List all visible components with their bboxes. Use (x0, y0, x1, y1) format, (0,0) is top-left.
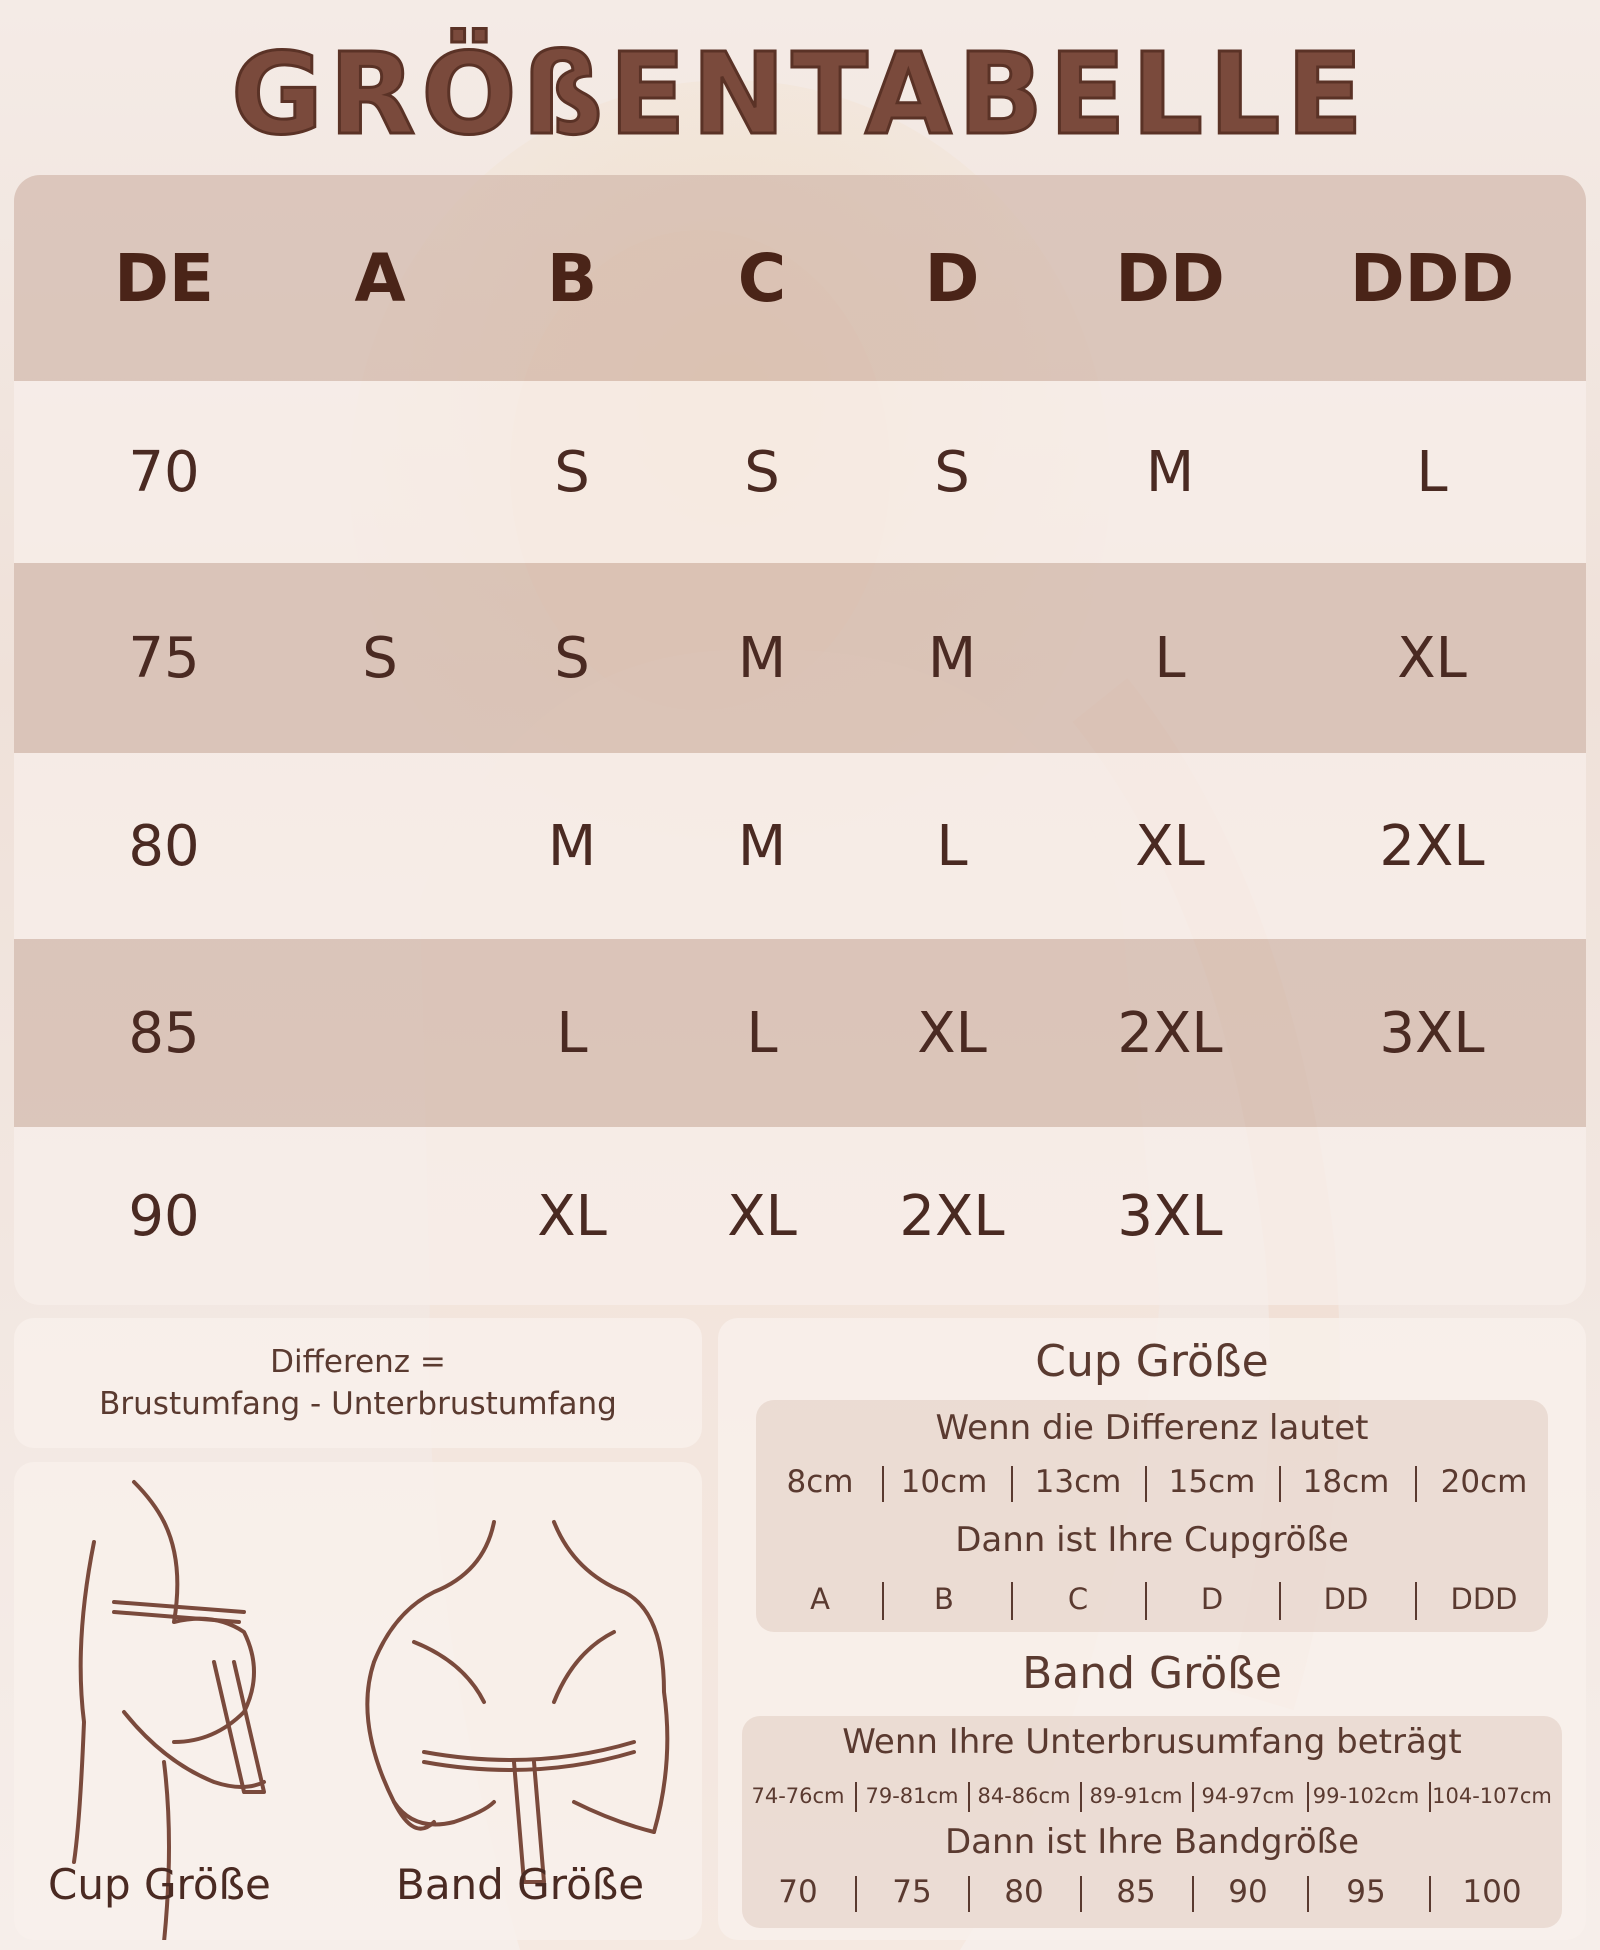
underbust-range-value: 94-97cm (1201, 1784, 1295, 1808)
size-cell: S (362, 625, 398, 691)
size-cell: M (547, 813, 597, 879)
band-if-label: Wenn Ihre Unterbrusumfang beträgt (842, 1722, 1462, 1762)
cup-size-guide (756, 1400, 1548, 1632)
difference-value: 15cm (1168, 1464, 1256, 1500)
size-cell: 2XL (899, 1183, 1005, 1249)
underbust-range-value: 99-102cm (1312, 1784, 1420, 1808)
size-cell: L (1154, 625, 1186, 691)
cup-value: C (1067, 1582, 1089, 1616)
table-row (14, 563, 1586, 753)
size-cell: 3XL (1117, 1183, 1223, 1249)
table-header-cell: DE (114, 239, 214, 317)
size-cell: 2XL (1379, 813, 1485, 879)
value-separator (1011, 1582, 1013, 1620)
band-section-title: Band Größe (1022, 1648, 1282, 1699)
value-separator (1192, 1876, 1194, 1912)
cup-value: DDD (1450, 1582, 1518, 1616)
band-size-cell: 75 (128, 625, 200, 691)
size-cell: M (927, 625, 977, 691)
band-size-cell: 80 (128, 813, 200, 879)
size-cell: 3XL (1379, 1000, 1485, 1066)
size-cell: 2XL (1117, 1000, 1223, 1066)
cup-value: D (1200, 1582, 1224, 1616)
size-chart-table (14, 175, 1586, 1305)
size-cell: S (744, 439, 780, 505)
size-cell: L (936, 813, 968, 879)
band-then-label: Dann ist Ihre Bandgröße (945, 1822, 1359, 1862)
underbust-range-value: 84-86cm (977, 1784, 1071, 1808)
value-separator (1279, 1582, 1281, 1620)
table-header-cell: C (737, 239, 787, 317)
cup-value: A (810, 1582, 830, 1616)
difference-definition-box (14, 1318, 702, 1448)
value-separator (1279, 1466, 1281, 1502)
band-value: 95 (1346, 1874, 1386, 1910)
band-size-cell: 90 (128, 1183, 200, 1249)
size-cell: M (737, 813, 787, 879)
page-title: GRÖßENTABELLE (231, 30, 1369, 160)
band-size-cell: 70 (128, 439, 200, 505)
value-separator (855, 1782, 857, 1812)
band-size-illustration-label: Band Größe (396, 1860, 645, 1909)
band-size-guide (742, 1716, 1562, 1928)
size-cell: M (737, 625, 787, 691)
size-cell: XL (1397, 625, 1467, 691)
underbust-range-value: 104-107cm (1432, 1784, 1552, 1808)
size-cell: S (554, 625, 590, 691)
band-value: 80 (1004, 1874, 1044, 1910)
value-separator (1307, 1782, 1309, 1812)
difference-line-2: Brustumfang - Unterbrustumfang (99, 1386, 617, 1422)
value-separator (882, 1582, 884, 1620)
size-cell: S (934, 439, 970, 505)
table-row (14, 753, 1586, 939)
size-cell: XL (727, 1183, 797, 1249)
value-separator (1429, 1876, 1431, 1912)
value-separator (1145, 1582, 1147, 1620)
cup-figure-icon (74, 1542, 94, 1862)
measurement-illustrations (14, 1462, 702, 1940)
cup-section-title: Cup Größe (1035, 1336, 1269, 1387)
value-separator (1011, 1466, 1013, 1502)
cup-then-label: Dann ist Ihre Cupgröße (955, 1520, 1349, 1560)
table-header-row (14, 175, 1586, 381)
value-separator (882, 1466, 884, 1502)
size-cell: L (746, 1000, 778, 1066)
cup-value: DD (1323, 1582, 1369, 1616)
difference-value: 20cm (1440, 1464, 1528, 1500)
size-cell: L (556, 1000, 588, 1066)
value-separator (1415, 1582, 1417, 1620)
value-separator (968, 1876, 970, 1912)
size-cell: XL (917, 1000, 987, 1066)
underbust-range-value: 89-91cm (1089, 1784, 1183, 1808)
cup-if-label: Wenn die Differenz lautet (935, 1408, 1369, 1448)
band-figure-icon (374, 1522, 494, 1662)
difference-value: 10cm (900, 1464, 988, 1500)
band-value: 85 (1116, 1874, 1156, 1910)
value-separator (1080, 1876, 1082, 1912)
band-size-cell: 85 (128, 1000, 200, 1066)
difference-line-1: Differenz = (270, 1344, 446, 1380)
difference-value: 13cm (1034, 1464, 1122, 1500)
size-cell: L (1416, 439, 1448, 505)
cup-value: B (934, 1582, 954, 1616)
size-cell: S (554, 439, 590, 505)
value-separator (1429, 1782, 1431, 1812)
size-guide-panel (718, 1318, 1586, 1940)
value-separator (1080, 1782, 1082, 1812)
difference-value: 18cm (1302, 1464, 1390, 1500)
value-separator (1415, 1466, 1417, 1502)
size-cell: XL (1135, 813, 1205, 879)
table-header-cell: D (924, 239, 980, 317)
table-header-cell: B (546, 239, 598, 317)
table-row (14, 939, 1586, 1127)
size-cell: XL (537, 1183, 607, 1249)
size-cell: M (1145, 439, 1195, 505)
band-value: 70 (778, 1874, 818, 1910)
cup-size-illustration-label: Cup Größe (48, 1860, 271, 1909)
band-value: 90 (1228, 1874, 1268, 1910)
difference-value: 8cm (786, 1464, 854, 1500)
value-separator (1145, 1466, 1147, 1502)
value-separator (1192, 1782, 1194, 1812)
table-row (14, 381, 1586, 563)
value-separator (1307, 1876, 1309, 1912)
band-value: 100 (1462, 1874, 1522, 1910)
underbust-range-value: 74-76cm (751, 1784, 845, 1808)
underbust-range-value: 79-81cm (865, 1784, 959, 1808)
band-value: 75 (892, 1874, 932, 1910)
table-row (14, 1127, 1586, 1305)
table-header-cell: A (354, 239, 406, 317)
value-separator (968, 1782, 970, 1812)
table-header-cell: DDD (1349, 239, 1515, 317)
value-separator (855, 1876, 857, 1912)
table-header-cell: DD (1115, 239, 1225, 317)
